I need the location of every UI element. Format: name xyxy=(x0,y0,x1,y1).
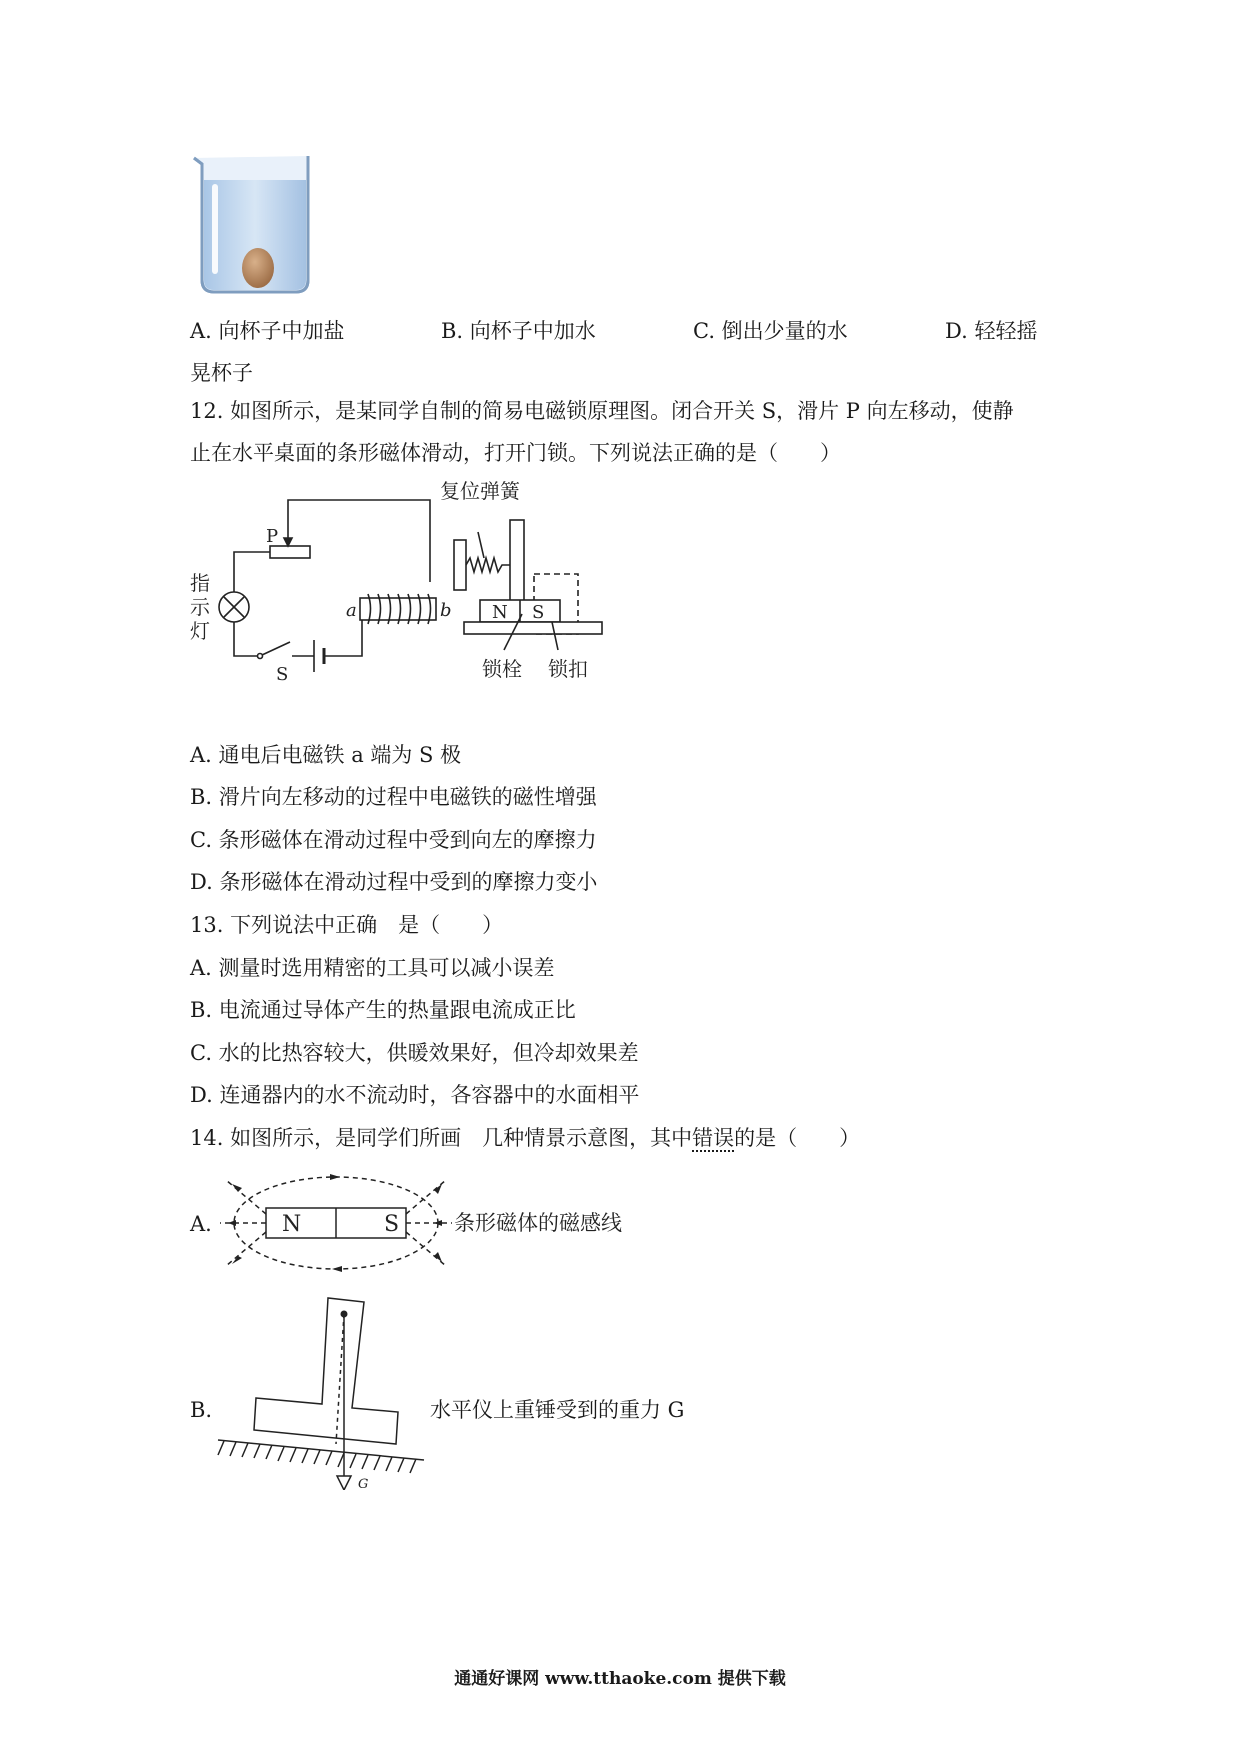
q13-option-c: C. 水的比热容较大，供暖效果好，但冷却效果差 xyxy=(190,1041,639,1065)
catch-label: 锁扣 xyxy=(548,657,588,681)
q14-stem-before: 14. 如图所示，是同学们所画 几种情景示意图，其中 xyxy=(190,1126,693,1150)
coil-end-b: b xyxy=(440,600,452,621)
q14-stem xyxy=(190,1123,860,1153)
q14-stem-emphasis: 错误 xyxy=(692,1126,735,1150)
beaker-egg-figure xyxy=(190,150,330,300)
q12-option-b: B. 滑片向左移动的过程中电磁铁的磁性增强 xyxy=(190,785,597,809)
q14-option-b-caption: 水平仪上重锤受到的重力 G xyxy=(430,1398,685,1422)
slider-label: P xyxy=(266,526,279,547)
field-caption: 条形磁体的磁感线 xyxy=(454,1211,622,1235)
q11-option-d: D. 轻轻摇 xyxy=(945,319,1038,343)
q12-stem-line2: 止在水平桌面的条形磁体滑动，打开门锁。下列说法正确的是（ ） xyxy=(190,441,841,465)
q11-option-a: A. 向杯子中加盐 xyxy=(190,319,345,343)
bolt-label: 锁栓 xyxy=(482,657,522,681)
electromagnetic-lock-figure xyxy=(186,480,626,690)
field-magnet-s: S xyxy=(384,1212,400,1237)
q14-option-b-letter: B. xyxy=(190,1398,213,1422)
q13-stem: 13. 下列说法中正确 是（ ） xyxy=(190,913,504,937)
coil-end-a: a xyxy=(346,600,357,621)
switch-label: S xyxy=(276,664,289,685)
level-plumb-figure xyxy=(216,1290,466,1490)
page-footer: 通通好课网 www.tthaoke.com 提供下载 xyxy=(454,1669,786,1689)
q12-stem-line1: 12. 如图所示，是某同学自制的简易电磁锁原理图。闭合开关 S，滑片 P 向左移动，使静 xyxy=(190,399,1014,423)
magnet-n-label: N xyxy=(492,602,508,623)
q12-option-a: A. 通电后电磁铁 a 端为 S 极 xyxy=(190,743,462,767)
magnet-s-label: S xyxy=(532,602,545,623)
lamp-label-3: 灯 xyxy=(190,619,210,643)
lamp-label-2: 示 xyxy=(190,595,210,619)
q11-option-d-cont: 晃杯子 xyxy=(190,361,253,385)
q12-option-d: D. 条形磁体在滑动过程中受到的摩擦力变小 xyxy=(190,870,598,894)
bar-magnet-field-figure xyxy=(216,1164,656,1284)
q12-option-c: C. 条形磁体在滑动过程中受到向左的摩擦力 xyxy=(190,828,597,852)
q13-option-d: D. 连通器内的水不流动时，各容器中的水面相平 xyxy=(190,1083,640,1107)
q14-option-a-letter: A. xyxy=(190,1212,212,1236)
q13-option-a: A. 测量时选用精密的工具可以减小误差 xyxy=(190,956,555,980)
q11-option-c: C. 倒出少量的水 xyxy=(693,319,848,343)
spring-label: 复位弹簧 xyxy=(440,480,520,503)
q13-option-b: B. 电流通过导体产生的热量跟电流成正比 xyxy=(190,998,576,1022)
gravity-force-label: G xyxy=(358,1477,369,1490)
q11-option-b: B. 向杯子中加水 xyxy=(441,319,596,343)
lamp-label-1: 指 xyxy=(190,571,210,595)
q14-stem-after: 的是（ ） xyxy=(734,1126,861,1150)
field-magnet-n: N xyxy=(282,1212,302,1237)
